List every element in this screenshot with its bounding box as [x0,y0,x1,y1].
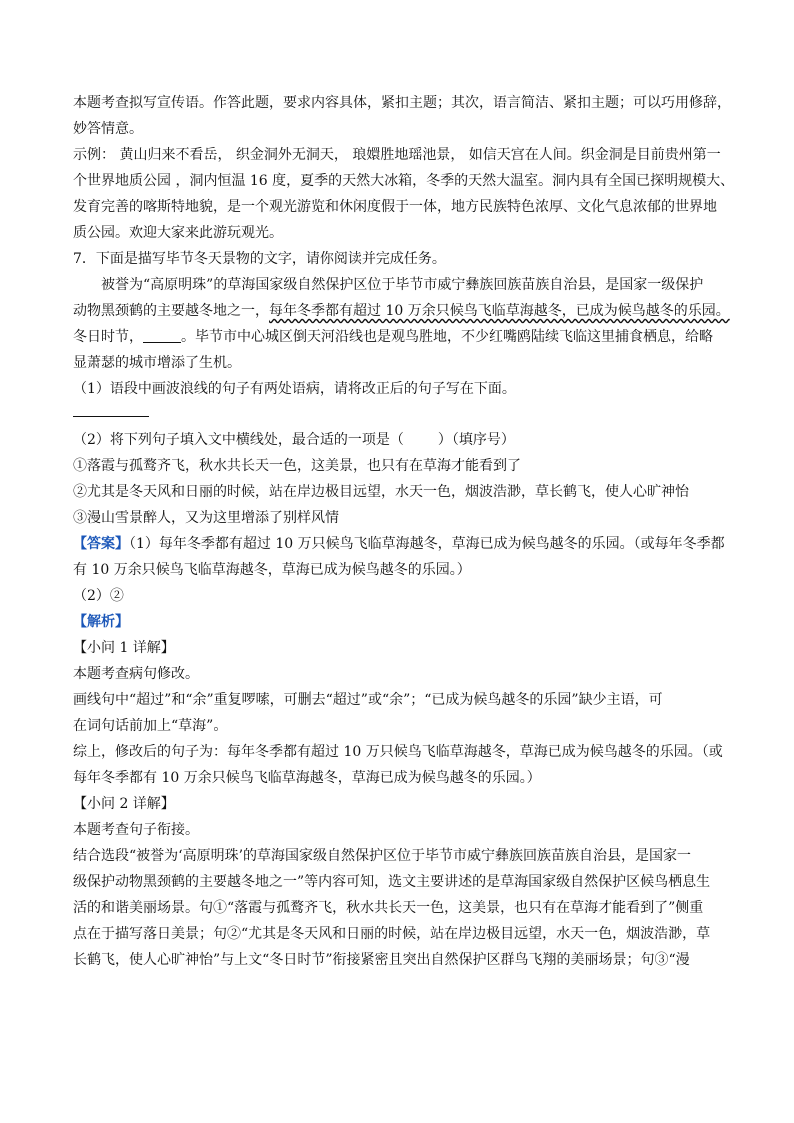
option-item: ①落霞与孤鹜齐飞，秋水共长天一色，这美景，也只有在草海才能看到了 [73,458,521,474]
analysis-line: 综上，修改后的句子为：每年冬季都有超过 10 万只候鸟飞临草海越冬，草海已成为候鸟越冬的乐园。（或 [73,744,723,760]
wavy-underlined-sentence: 每年冬季都有超过 10 万余只候鸟飞临草海越冬，已成为候鸟越冬的乐园。 [269,303,730,319]
text-line: 本题考查拟写宣传语。作答此题，要求内容具体，紧扣主题；其次，语言简洁、紧扣主题；可以巧用修辞， [73,95,731,111]
document-page [73,90,735,973]
question-stem: 7．下面是描写毕节冬天景物的文字，请你阅读并完成任务。 [73,251,446,267]
text-line: 发育完善的喀斯特地貌，是一个观光游览和休闲度假于一体，地方民族特色浓厚、文化气息浓郁的世界地 [73,199,717,215]
passage-text: 。毕节市中心城区倒天河沿线也是观鸟胜地，不少红嘴鸥陆续飞临这里捕食栖息，给略 [181,329,713,345]
analysis-line: 本题考查句子衔接。 [73,822,199,838]
sub-question-2 [73,427,721,453]
text-line: 个世界地质公园 ，洞内恒温 16 度，夏季的天然大冰箱，冬季的天然大温室。洞内具有全国已探明规模大、 [73,173,735,189]
text-line: 示例： 黄山归来不看岳， 织金洞外无洞天， 琅嬛胜地瑶池景， 如信天宫在人间。织金洞是目前贵州第一 [73,147,721,163]
text-line: 妙答情意。 [73,121,143,137]
question-7 [73,246,730,531]
answer-line-text: 有 10 万余只候鸟飞临草海越冬，草海已成为候鸟越冬的乐园。） [73,562,471,578]
analysis-line: 长鹤飞，使人心旷神怡”与上文“冬日时节”衔接紧密且突出自然保护区群鸟飞翔的美丽场景；句③“漫 [73,952,690,968]
analysis-line: 本题考查病句修改。 [73,666,199,682]
answer-tag: 【答案】 [73,536,129,552]
intro-paragraph [73,90,731,142]
analysis-line: 画线句中“超过”和“余”重复啰嗦，可删去“超过”或“余”；“已成为候鸟越冬的乐园”缺少主语，可 [73,692,663,708]
answer-text: （1）每年冬季都有超过 10 万只候鸟飞临草海越冬，草海已成为候鸟越冬的乐园。（或每年冬季都 [129,536,725,552]
sub-question-1: （1）语段中画波浪线的句子有两处语病，请将改正后的句子写在下面。 [73,381,516,397]
analysis-line: 级保护动物黑颈鹤的主要越冬地之一”等内容可知，选文主要讲述的是草海国家级自然保护区候鸟栖息生 [73,874,711,890]
answer-line-text [73,531,725,557]
passage-line: 显萧瑟的城市增添了生机。 [73,355,241,371]
passage-text: 冬日时节， [73,329,143,345]
passage-text: 动物黑颈鹤的主要越冬地之一， [73,303,269,319]
option-item: ②尤其是冬天风和日丽的时候，站在岸边极目远望，水天一色，烟波浩渺，草长鹤飞，使人心旷神怡 [73,484,689,500]
passage-line: 被誉为“高原明珠”的草海国家级自然保护区位于毕节市威宁彝族回族苗族自治县，是国家一级保护 [101,277,704,293]
text-line: 质公园。欢迎大家来此游玩观光。 [73,225,283,241]
example-paragraph [73,142,735,246]
option-item: ③漫山雪景醉人，又为这里增添了别样风情 [73,510,339,526]
analysis-line: 每年冬季都有 10 万余只候鸟飞临草海越冬，草海已成为候鸟越冬的乐园。） [73,770,541,786]
sub-question-text: ）（填序号） [437,432,515,448]
analysis-line: 结合选段“被誉为‘高原明珠’的草海国家级自然保护区位于毕节市威宁彝族回族苗族自治县，是国家一 [73,848,692,864]
answer-line-text: （2）② [73,588,124,604]
analysis-line: 点在于描写落日美景；句②“尤其是冬天风和日丽的时候，站在岸边极目远望，水天一色，烟波浩渺，草 [73,926,711,942]
analysis-line: 活的和谐美丽场景。句①“落霞与孤鹜齐飞，秋水共长天一色，这美景，也只有在草海才能看到了”侧重 [73,900,704,916]
passage-line [73,324,721,350]
analysis-section [73,609,721,973]
analysis-line: 在词句话前加上“草海”。 [73,718,228,734]
sub-question-text: （2）将下列句子填入文中横线处，最合适的一项是（ [73,432,404,448]
sub-question-heading: 【小问 1 详解】 [73,640,175,656]
fill-in-blank [143,328,181,343]
answer-section [73,531,725,609]
analysis-tag: 【解析】 [73,614,129,630]
passage-line [73,298,730,324]
answer-line [73,416,149,417]
sub-question-heading: 【小问 2 详解】 [73,796,175,812]
